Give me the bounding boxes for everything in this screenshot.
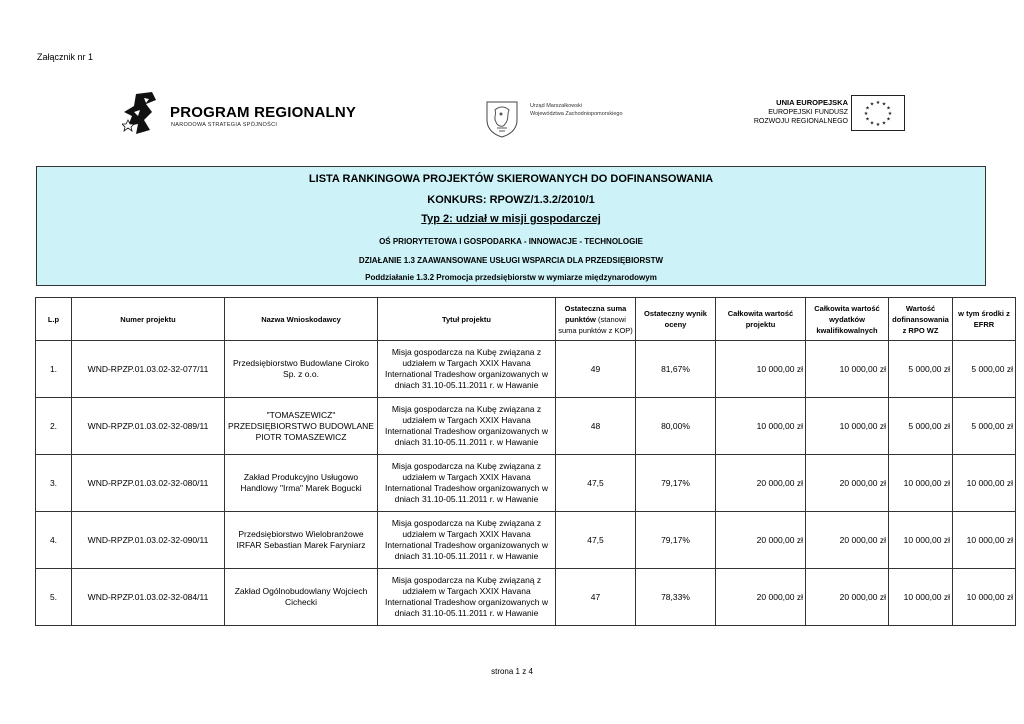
svg-text:★: ★ xyxy=(869,120,875,127)
project-type xyxy=(37,213,985,225)
voivodeship-crest-icon xyxy=(485,100,519,138)
cell-project-number: WND-RPZP.01.03.02-32-084/11 xyxy=(72,569,225,626)
cell-lp: 1. xyxy=(36,341,72,398)
header-points-note: (stanowi suma punktów z KOP) xyxy=(558,314,633,335)
cell-project-title: Misja gospodarcza na Kubę związana z udziałem w Targach XXIX Havana International Tradeshow organizowanych w dniach 31.10-05.11.2011 r. w Hawanie xyxy=(378,341,556,398)
svg-text:★: ★ xyxy=(881,120,887,127)
cell-points: 47 xyxy=(556,569,636,626)
cell-score: 79,17% xyxy=(636,512,716,569)
cell-applicant: Przedsiębiorstwo Budowlane Ciroko Sp. z o.o. xyxy=(225,341,378,398)
page-counter: strona 1 z 4 xyxy=(491,667,533,676)
cell-eligible-value: 20 000,00 zł xyxy=(806,455,889,512)
list-title: LISTA RANKINGOWA PROJEKTÓW SKIEROWANYCH DO DOFINANSOWANIA xyxy=(308,173,714,185)
program-subtitle: NARODOWA STRATEGIA SPÓJNOŚCI xyxy=(171,122,278,128)
project-type-text: Typ 2: udział w misji gospodarczej xyxy=(421,213,601,225)
cell-project-number: WND-RPZP.01.03.02-32-090/11 xyxy=(72,512,225,569)
cell-efrr: 5 000,00 zł xyxy=(953,398,1016,455)
cell-eligible-value: 10 000,00 zł xyxy=(806,398,889,455)
cell-efrr: 10 000,00 zł xyxy=(953,569,1016,626)
svg-text:★: ★ xyxy=(887,111,893,117)
cell-funding-value: 10 000,00 zł xyxy=(889,455,953,512)
cell-lp: 5. xyxy=(36,569,72,626)
svg-text:★: ★ xyxy=(875,100,881,106)
cell-total-value: 10 000,00 zł xyxy=(716,341,806,398)
eu-line-1: UNIA EUROPEJSKA xyxy=(776,98,848,107)
table-header-row xyxy=(36,298,1016,341)
cell-lp: 3. xyxy=(36,455,72,512)
cell-total-value: 10 000,00 zł xyxy=(716,398,806,455)
header-score: Ostateczny wynik oceny xyxy=(636,298,716,341)
cell-lp: 4. xyxy=(36,512,72,569)
cell-total-value: 20 000,00 zł xyxy=(716,569,806,626)
cell-points: 49 xyxy=(556,341,636,398)
cell-points: 48 xyxy=(556,398,636,455)
eu-flag-icon xyxy=(851,95,905,131)
cell-lp: 2. xyxy=(36,398,72,455)
cell-points: 47,5 xyxy=(556,455,636,512)
cell-project-title: Misja gospodarcza na Kubę związana z udziałem w Targach XXIX Havana International Tradeshow organizowanych w dniach 31.10-05.11.2011 r. w Hawanie xyxy=(378,455,556,512)
eu-text-block xyxy=(748,98,848,126)
cell-project-number: WND-RPZP.01.03.02-32-089/11 xyxy=(72,398,225,455)
cell-efrr: 5 000,00 zł xyxy=(953,341,1016,398)
table-row xyxy=(36,569,1016,626)
svg-text:★: ★ xyxy=(865,105,870,112)
table-row xyxy=(36,455,1016,512)
header-efrr: w tym środki z EFRR xyxy=(953,298,1016,341)
svg-text:★: ★ xyxy=(869,101,875,108)
header-project-title: Tytuł projektu xyxy=(378,298,556,341)
cell-project-title: Misja gospodarcza na Kubę związaną z udziałem w Targach XXIX Havana International Tradeshow organizowanych w dniach 31.10-05.11.2011 r. w Hawanie xyxy=(378,569,556,626)
cell-funding-value: 5 000,00 zł xyxy=(889,341,953,398)
cell-eligible-value: 10 000,00 zł xyxy=(806,341,889,398)
table-row xyxy=(36,341,1016,398)
priority-axis: OŚ PRIORYTETOWA I GOSPODARKA - INNOWACJE - TECHNOLOGIE xyxy=(379,237,643,246)
ranking-table xyxy=(35,297,1016,626)
header-points-bold: Ostateczna suma punktów xyxy=(564,303,627,324)
header-eligible-value: Całkowita wartość wydatków kwalifikowalnych xyxy=(806,298,889,341)
header-points xyxy=(556,298,636,341)
cell-applicant: Zakład Produkcyjno Usługowo Handlowy "Irma" Marek Bogucki xyxy=(225,455,378,512)
office-line-1: Urząd Marszałkowski xyxy=(530,103,582,109)
cell-project-title: Misja gospodarcza na Kubę związana z udziałem w Targach XXIX Havana International Tradeshow organizowanych w dniach 31.10-05.11.2011 r. w Hawanie xyxy=(378,398,556,455)
header-funding-value: Wartość dofinansowania z RPO WZ xyxy=(889,298,953,341)
header-applicant: Nazwa Wnioskodawcy xyxy=(225,298,378,341)
header-total-value: Całkowita wartość projektu xyxy=(716,298,806,341)
cell-funding-value: 5 000,00 zł xyxy=(889,398,953,455)
action-name: DZIAŁANIE 1.3 ZAAWANSOWANE USŁUGI WSPARCIA DLA PRZEDSIĘBIORSTW xyxy=(358,256,664,265)
cell-applicant: "TOMASZEWICZ" PRZEDSIĘBIORSTWO BUDOWLANE PIOTR TOMASZEWICZ xyxy=(225,398,378,455)
cell-project-title: Misja gospodarcza na Kubę związana z udziałem w Targach XXIX Havana International Tradeshow organizowanych w dniach 31.10-05.11.2011 r. w Hawanie xyxy=(378,512,556,569)
table-row xyxy=(36,398,1016,455)
cell-project-number: WND-RPZP.01.03.02-32-077/11 xyxy=(72,341,225,398)
cell-funding-value: 10 000,00 zł xyxy=(889,512,953,569)
annex-label: Załącznik nr 1 xyxy=(37,52,94,62)
cell-eligible-value: 20 000,00 zł xyxy=(806,512,889,569)
svg-text:★: ★ xyxy=(881,101,887,108)
cell-total-value: 20 000,00 zł xyxy=(716,455,806,512)
program-title: PROGRAM REGIONALNY xyxy=(170,104,357,121)
svg-text:★: ★ xyxy=(863,111,869,117)
table-row xyxy=(36,512,1016,569)
svg-text:★: ★ xyxy=(886,116,891,123)
cell-applicant: Przedsiębiorstwo Wielobranżowe IRFAR Sebastian Marek Faryniarz xyxy=(225,512,378,569)
cell-score: 80,00% xyxy=(636,398,716,455)
header-project-number: Numer projektu xyxy=(72,298,225,341)
cell-score: 81,67% xyxy=(636,341,716,398)
office-line-2: Województwa Zachodniopomorskiego xyxy=(530,111,623,117)
cell-project-number: WND-RPZP.01.03.02-32-080/11 xyxy=(72,455,225,512)
cell-efrr: 10 000,00 zł xyxy=(953,512,1016,569)
eu-line-3: ROZWOJU REGIONALNEGO xyxy=(753,118,848,125)
cell-score: 79,17% xyxy=(636,455,716,512)
cell-eligible-value: 20 000,00 zł xyxy=(806,569,889,626)
header-banner xyxy=(36,166,986,286)
cell-efrr: 10 000,00 zł xyxy=(953,455,1016,512)
cell-funding-value: 10 000,00 zł xyxy=(889,569,953,626)
contest-code: KONKURS: RPOWZ/1.3.2/2010/1 xyxy=(427,194,595,206)
cell-score: 78,33% xyxy=(636,569,716,626)
svg-text:★: ★ xyxy=(865,116,870,123)
svg-text:★: ★ xyxy=(886,105,891,112)
eu-line-2: EUROPEJSKI FUNDUSZ xyxy=(768,109,848,116)
svg-text:★: ★ xyxy=(875,122,881,128)
cell-applicant: Zakład Ogólnobudowlany Wojciech Cichecki xyxy=(225,569,378,626)
cell-points: 47,5 xyxy=(556,512,636,569)
subaction-name: Poddziałanie 1.3.2 Promocja przedsiębiorstw w wymiarze międzynarodowym xyxy=(365,273,657,282)
cell-total-value: 20 000,00 zł xyxy=(716,512,806,569)
header-lp: L.p xyxy=(36,298,72,341)
